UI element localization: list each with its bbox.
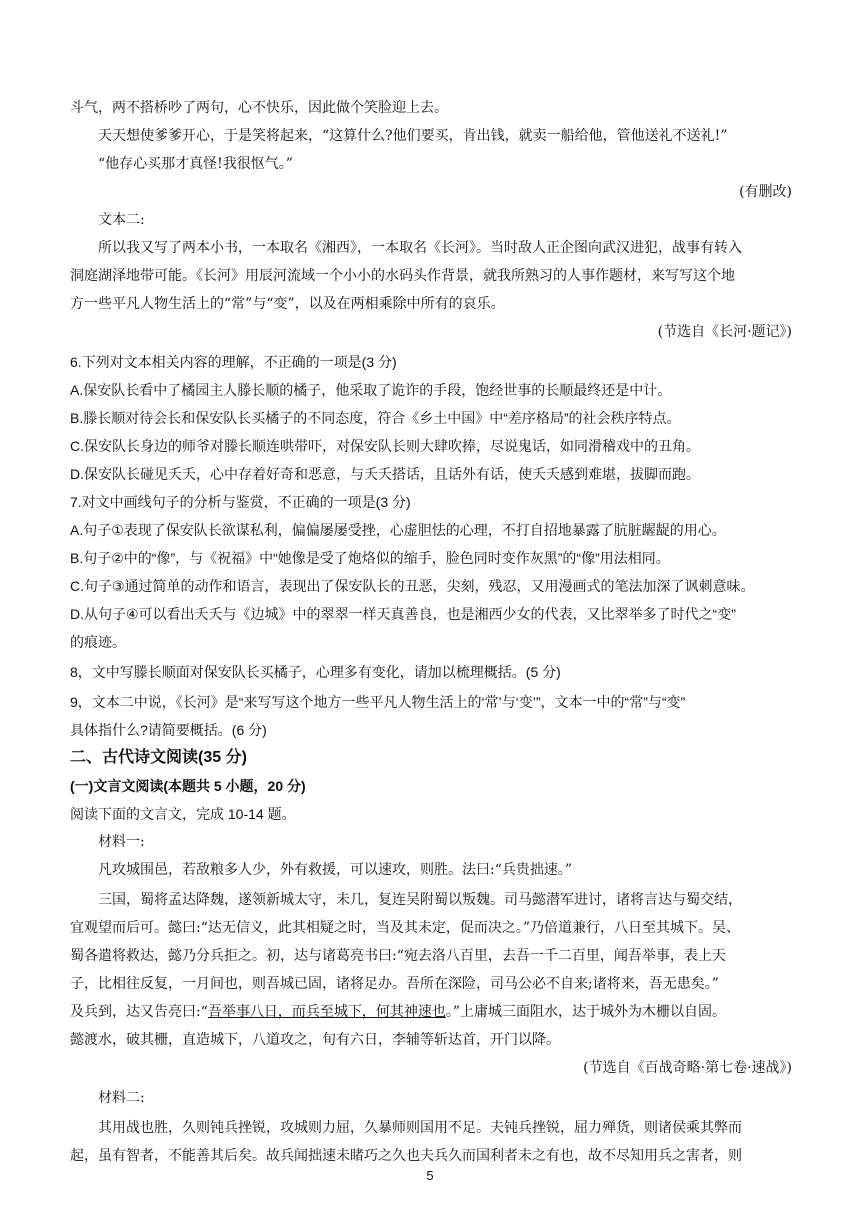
source-note: (有删改) — [739, 184, 792, 200]
q7-stem: 7.对文中画线句子的分析与鉴赏，不正确的一项是(3 分) — [70, 494, 411, 510]
q7-option-c: C.句子③通过简单的动作和语言，表现出了保安队长的丑恶，尖刻，残忍，又用漫画式的笔法加深了讽刺意味。 — [70, 578, 755, 594]
text2-line: 洞庭湖泽地带可能。《长河》用辰河流域一个小小的水码头作背景，就我所熟习的人事作题材，来写写这个地 — [70, 268, 735, 284]
text2-label: 文本二: — [98, 212, 145, 228]
q8-stem: 8，文中写滕长顺面对保安队长买橘子，心理多有变化，请加以梳理概括。(5 分) — [70, 664, 561, 680]
text-span: 。”上庸城三面阻水，达于城外为木栅以自固。 — [445, 1004, 727, 1020]
material1-label: 材料一: — [98, 834, 145, 850]
q6-stem: 6.下列对文本相关内容的理解，不正确的一项是(3 分) — [70, 354, 397, 370]
q6-option-b: B.滕长顺对待会长和保安队长买橘子的不同态度，符合《乡土中国》中“差序格局”的社会秩序特点。 — [70, 410, 681, 426]
page-number: 5 — [426, 1168, 434, 1183]
section-title: 二、古代诗文阅读(35 分) — [70, 749, 247, 766]
text2-source: (节选自《长河·题记》) — [657, 324, 792, 340]
q7-option-b: B.句子②中的“像”，与《祝福》中“她像是受了炮烙似的缩手，脸色同时变作灰黑”的“像”用法相同。 — [70, 550, 670, 566]
material1-para: 凡攻城围邑，若敌粮多人少，外有救援，可以速攻，则胜。法曰:“兵贵拙速。” — [98, 862, 573, 878]
q7-option-d-cont: 的痕迹。 — [70, 634, 126, 650]
material1-line — [70, 998, 792, 1026]
q9-stem: 9，文本二中说，《长河》是“来写写这个地方一些平凡人物生活上的‘常’与‘变’”，文本一中的“常”与“变” — [70, 694, 686, 710]
material1-line: 宜观望而后可。懿曰:“达无信义，此其相疑之时，当及其未定，促而决之。”乃倍道兼行，八日至其城下。吴、 — [70, 920, 741, 936]
story-line: 斗气，两不搭桥吵了两句，心不快乐，因此做个笑脸迎上去。 — [70, 100, 448, 116]
instruction: 阅读下面的文言文，完成 10-14 题。 — [70, 806, 296, 822]
q6-option-a: A.保安队长看中了橘园主人滕长顺的橘子，他采取了诡诈的手段，饱经世事的长顺最终还是中计。 — [70, 382, 672, 398]
underlined-sentence: 吾举事八日，而兵至城下，何其神速也 — [207, 1004, 446, 1020]
q6-option-c: C.保安队长身边的师爷对滕长顺连哄带吓，对保安队长则大肆吹捧，尽说鬼话，如同滑稽戏中的丑角。 — [70, 438, 700, 454]
text2-line: 所以我又写了两本小书，一本取名《湘西》，一本取名《长河》。当时敌人正企图向武汉进犯，战事有转入 — [98, 240, 742, 256]
q9-stem-cont: 具体指什么?请简要概括。(6 分) — [70, 722, 267, 738]
material1-line: 子，比相往反复，一月间也，则吾城已固，诸将足办。吾所在深险，司马公必不自来;诸将来，吾无患矣。” — [70, 976, 719, 992]
story-line: “他存心买那才真怪!我很怄气。” — [98, 156, 293, 172]
material2-line: 其用战也胜，久则钝兵挫锐，攻城则力屈，久暴师则国用不足。夫钝兵挫锐，屈力殚货，则诸侯乘其弊而 — [98, 1120, 742, 1136]
story-line: 天天想使爹爹开心，于是笑将起来，“这算什么?他们要买，肯出钱，就卖一船给他，管他送礼不送礼!” — [98, 128, 728, 144]
material1-line: 三国，蜀将孟达降魏，遂领新城太守，未几，复连吴附蜀以叛魏。司马懿潜军进讨，诸将言达与蜀交结， — [98, 892, 742, 908]
text-span: 及兵到，达又告亮曰:“ — [70, 1004, 208, 1020]
subsection-title: (一)文言文阅读(本题共 5 小题，20 分) — [70, 778, 306, 794]
material1-source: (节选自《百战奇略·第七卷·速战》) — [583, 1060, 792, 1076]
q7-option-d: D.从句子④可以看出夭夭与《边城》中的翠翠一样天真善良，也是湘西少女的代表，又比翠举多了时代之“变” — [70, 606, 736, 622]
material1-line: 懿渡水，破其栅，直造城下，八道攻之，旬有六日，李辅等斩达首，开门以降。 — [70, 1032, 560, 1048]
material2-line: 起，虽有智者，不能善其后矣。故兵闻拙速未睹巧之久也夫兵久而国利者未之有也，故不尽知用兵之害者，则 — [70, 1148, 742, 1164]
q7-option-a: A.句子①表现了保安队长欲谋私利，偏偏屡屡受挫，心虚胆怯的心理，不打自招地暴露了肮脏龌龊的用心。 — [70, 522, 726, 538]
q6-option-d: D.保安队长碰见夭夭，心中存着好奇和恶意，与夭夭搭话，且话外有话，使夭夭感到难堪，拔脚而跑。 — [70, 466, 700, 482]
material2-label: 材料二: — [98, 1090, 145, 1106]
material1-line: 蜀各遣将救达，懿乃分兵拒之。初，达与诸葛亮书曰:“宛去洛八百里，去吾一千二百里，闻吾举事，表上天 — [70, 948, 726, 964]
text2-line: 方一些平凡人物生活上的“常”与“变”，以及在两相乘除中所有的哀乐。 — [70, 296, 505, 312]
